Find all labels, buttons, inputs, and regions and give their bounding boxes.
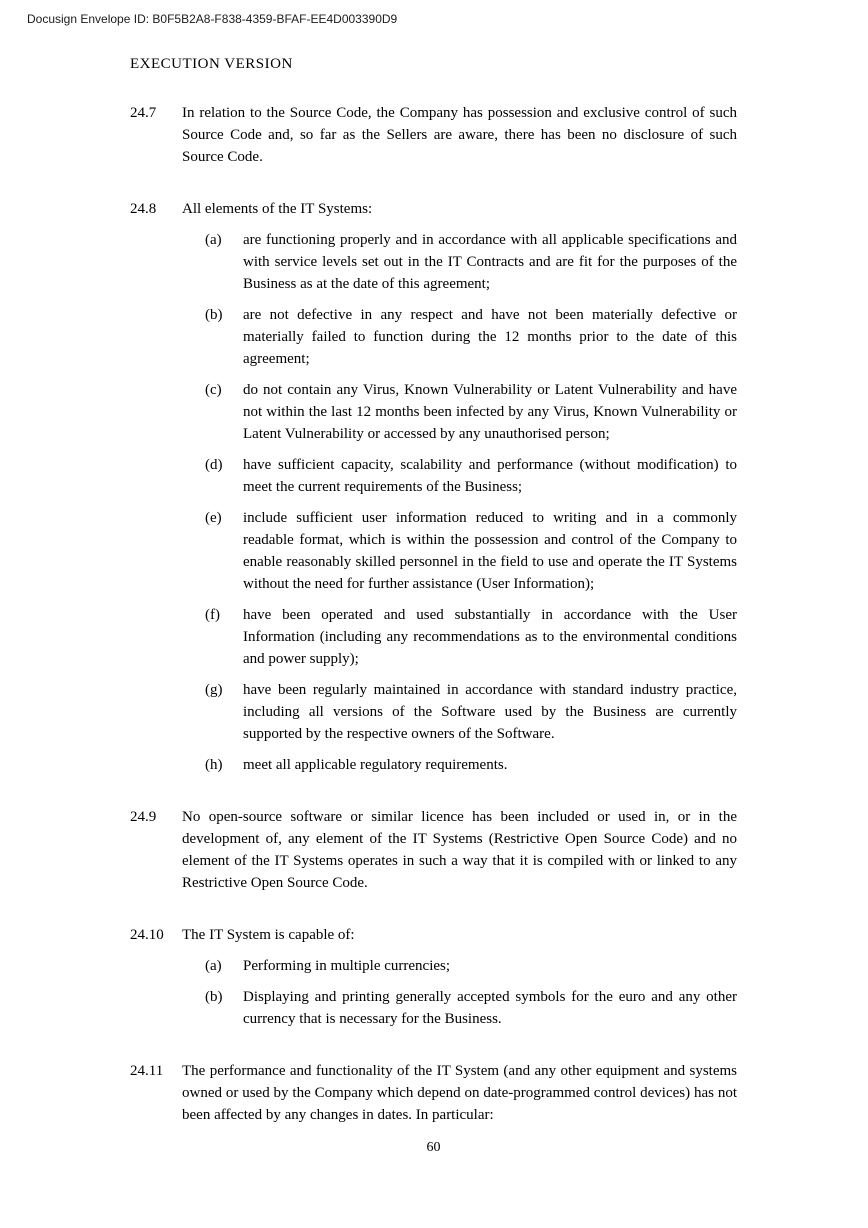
subclause-text: have been regularly maintained in accordance with standard industry practice, including all versions of the Software used by the Business are currently supported by the respective owners of the Software. — [243, 682, 737, 742]
subclause-text: have been operated and used substantially in accordance with the User Information (including any recommendations as to the environmental conditions and power supply); — [243, 607, 737, 667]
clause-24-7 — [130, 102, 737, 168]
subclause-text: Displaying and printing generally accepted symbols for the euro and any other currency that is necessary for the Business. — [243, 989, 737, 1027]
subclause-b — [130, 986, 737, 1030]
clause-row — [130, 806, 737, 894]
clause-24-8 — [130, 198, 737, 776]
subclause-marker: (b) — [205, 307, 223, 323]
subclause-marker: (d) — [205, 457, 223, 473]
subclause-a — [130, 229, 737, 295]
clause-number: 24.9 — [130, 809, 157, 825]
clause-24-10 — [130, 924, 737, 1030]
subclause-h — [130, 754, 737, 776]
subclause-text: include sufficient user information reduced to writing and in a commonly readable format, which is within the possession and control of the Company to enable reasonably skilled personnel in the field to use and operate the IT Systems without the need for further assistance (User Information); — [243, 510, 737, 592]
subclause-text: are not defective in any respect and have not been materially defective or materially failed to function during the 12 months prior to the date of this agreement; — [243, 307, 737, 367]
subclause-a — [130, 955, 737, 977]
subclause-marker: (c) — [205, 382, 222, 398]
subclause-f — [130, 604, 737, 670]
clause-24-11 — [130, 1060, 737, 1126]
clause-row — [130, 102, 737, 168]
clause-text: In relation to the Source Code, the Company has possession and exclusive control of such Source Code and, so far as the Sellers are aware, there has been no disclosure of such Source Code. — [182, 105, 737, 165]
clause-text: The performance and functionality of the IT System (and any other equipment and systems owned or used by the Company which depend on date-programmed control devices) has not been affected by any changes in dates. In particular: — [182, 1063, 737, 1123]
subclause-marker: (b) — [205, 989, 223, 1005]
subclause-e — [130, 507, 737, 595]
subclause-marker: (g) — [205, 682, 223, 698]
subclause-marker: (h) — [205, 757, 223, 773]
clause-number: 24.8 — [130, 201, 157, 217]
clause-row — [130, 1060, 737, 1126]
subclause-b — [130, 304, 737, 370]
subclause-marker: (a) — [205, 958, 222, 974]
clause-number: 24.11 — [130, 1063, 164, 1079]
subclause-text: are functioning properly and in accordance with all applicable specifications and with service levels set out in the IT Contracts and are fit for the purposes of the Business as at the date of this agreement; — [243, 232, 737, 292]
clause-24-9 — [130, 806, 737, 894]
clause-text: All elements of the IT Systems: — [182, 201, 373, 217]
clause-row — [130, 198, 737, 220]
subclause-text: Performing in multiple currencies; — [243, 958, 451, 974]
subclause-text: meet all applicable regulatory requirements. — [243, 757, 508, 773]
clause-text: The IT System is capable of: — [182, 927, 355, 943]
docusign-envelope-id: Docusign Envelope ID: B0F5B2A8-F838-4359-BFAF-EE4D003390D9 — [27, 12, 398, 26]
document-body — [130, 102, 737, 1126]
clause-number: 24.7 — [130, 105, 157, 121]
subclause-marker: (e) — [205, 510, 222, 526]
subclause-text: have sufficient capacity, scalability and performance (without modification) to meet the current requirements of the Business; — [243, 457, 737, 495]
subclause-g — [130, 679, 737, 745]
subclause-text: do not contain any Virus, Known Vulnerability or Latent Vulnerability and have not within the last 12 months been infected by any Virus, Known Vulnerability or Latent Vulnerability or accessed by any unauthorised person; — [243, 382, 737, 442]
clause-row — [130, 924, 737, 946]
subclause-marker: (f) — [205, 607, 220, 623]
subclause-c — [130, 379, 737, 445]
clause-text: No open-source software or similar licence has been included or used in, or in the development of, any element of the IT Systems (Restrictive Open Source Code) and no element of the IT Systems operates in such a way that it is compiled with or linked to any Restrictive Open Source Code. — [182, 809, 737, 891]
document-header: EXECUTION VERSION — [130, 56, 293, 72]
clause-number: 24.10 — [130, 927, 164, 943]
page-number: 60 — [426, 1140, 441, 1155]
subclause-marker: (a) — [205, 232, 222, 248]
subclause-d — [130, 454, 737, 498]
